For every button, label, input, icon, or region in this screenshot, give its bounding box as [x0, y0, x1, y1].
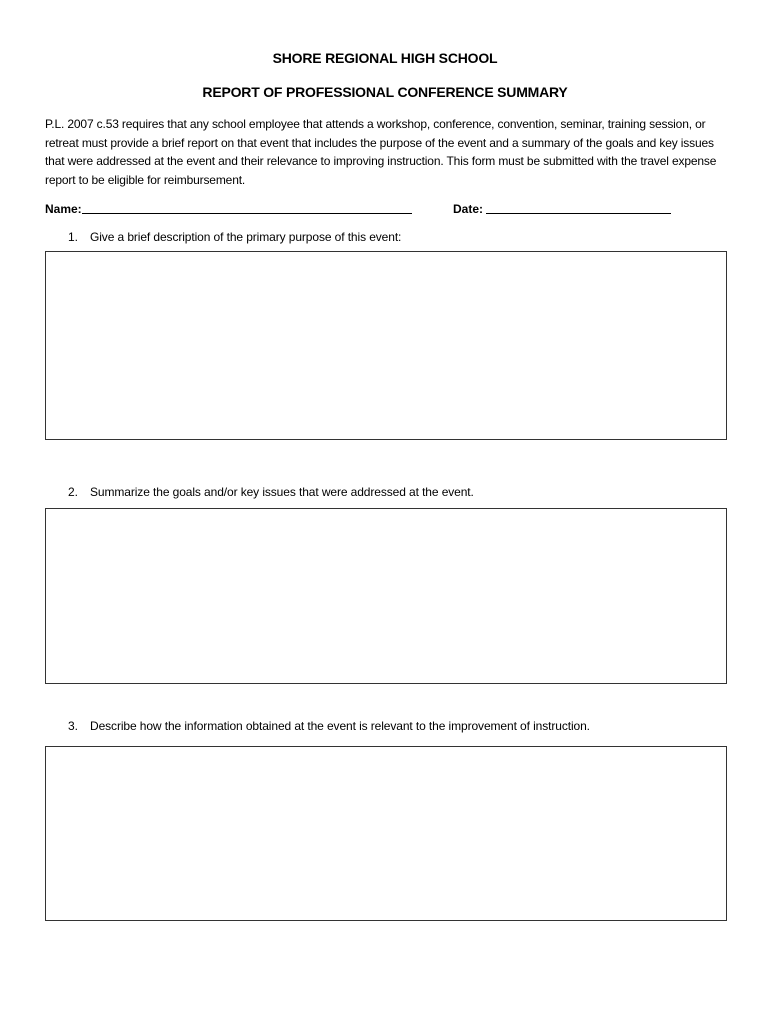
- question-3-text: Describe how the information obtained at the event is relevant to the improvement of instruction.: [90, 719, 590, 733]
- question-2-number: 2.: [68, 485, 78, 499]
- question-1-text: Give a brief description of the primary purpose of this event:: [90, 230, 402, 244]
- question-1: [68, 230, 401, 244]
- question-1-answer-box[interactable]: [45, 251, 727, 440]
- question-2-answer-box[interactable]: [45, 508, 727, 684]
- question-1-number: 1.: [68, 230, 78, 244]
- question-3-answer-box[interactable]: [45, 746, 727, 921]
- name-field-row: [45, 201, 412, 216]
- question-3-number: 3.: [68, 719, 78, 733]
- date-input-line[interactable]: [486, 201, 671, 214]
- question-3: [68, 719, 590, 733]
- date-label: Date:: [453, 202, 484, 216]
- school-name-heading: SHORE REGIONAL HIGH SCHOOL: [272, 50, 498, 66]
- question-2-text: Summarize the goals and/or key issues that were addressed at the event.: [90, 485, 474, 499]
- date-field-row: [453, 201, 671, 216]
- question-2: [68, 485, 474, 499]
- form-title-heading: REPORT OF PROFESSIONAL CONFERENCE SUMMARY: [202, 84, 568, 100]
- name-label: Name:: [45, 202, 82, 216]
- intro-paragraph: P.L. 2007 c.53 requires that any school employee that attends a workshop, conference, convention, seminar, training session, or retreat must provide a brief report on that event that includes the purpose of the event and a summary of the goals and key issues that were addressed at the event and their relevance to improving instruction. This form must be submitted with the travel expense report to be eligible for reimbursement.: [45, 117, 717, 188]
- name-input-line[interactable]: [82, 201, 412, 214]
